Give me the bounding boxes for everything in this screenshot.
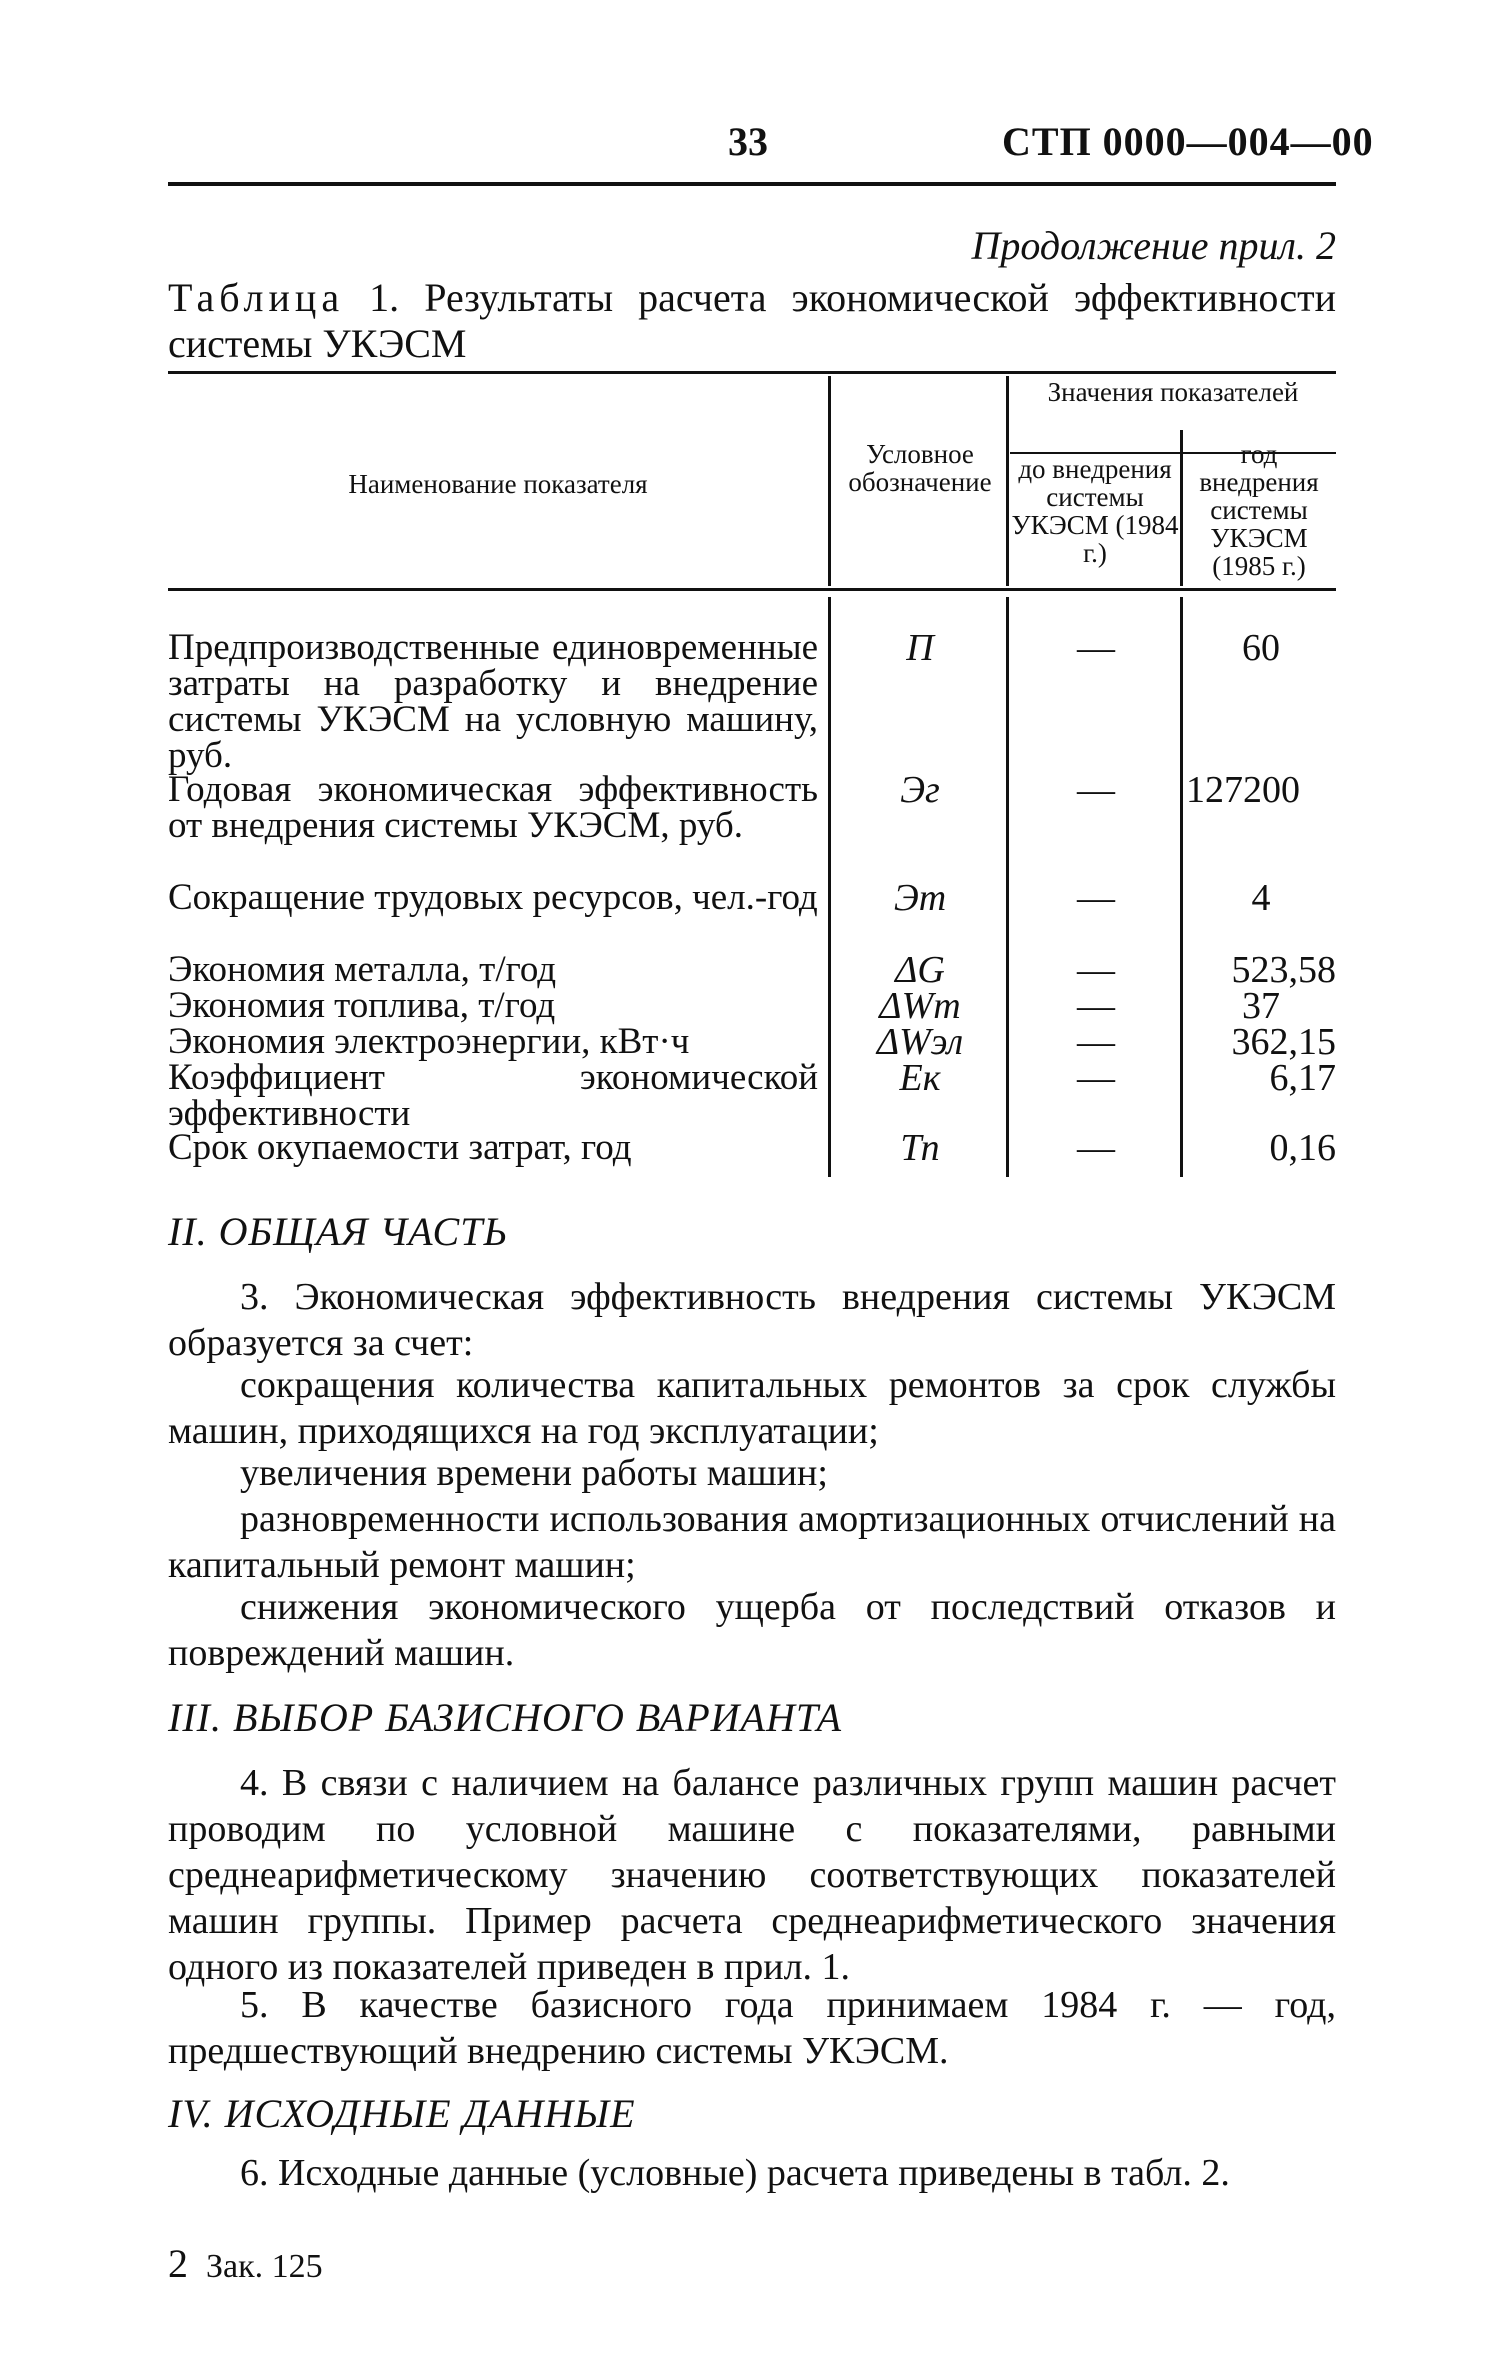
paragraph: 5. В качестве базисного года принимаем 1984 г. — год, предшествующий внедрению системы УКЭСМ.: [168, 1984, 1336, 2072]
row-name: Срок окупаемости затрат, год: [168, 1127, 632, 1168]
continuation-note: Продолжение прил. 2: [971, 223, 1336, 268]
row-before: —: [1077, 985, 1115, 1027]
table-caption-text: 1. Результаты расчета экономической эффективности системы УКЭСМ: [168, 275, 1336, 366]
row-year: 4: [1251, 877, 1271, 919]
paragraph: 3. Экономическая эффективность внедрения системы УКЭСМ образуется за счет:: [168, 1276, 1336, 1364]
row-before: —: [1077, 627, 1115, 669]
header-symbol: Условное обозначение: [848, 439, 992, 497]
paragraph: разновременности использования амортизационных отчислений на капитальный ремонт машин;: [168, 1498, 1336, 1586]
row-name: Предпроизводственные единовременные затраты на разработку и внедрение системы УКЭСМ на условную машину, руб.: [168, 627, 818, 776]
paragraph: 6. Исходные данные (условные) расчета приведены в табл. 2.: [240, 2152, 1230, 2194]
row-year: 0,16: [1269, 1127, 1336, 1169]
header-before: до внедрения системы УКЭСМ (1984 г.): [1011, 454, 1179, 568]
paragraph: сокращения количества капитальных ремонтов за срок службы машин, приходящихся на год эксплуатации;: [168, 1364, 1336, 1452]
table-top-rule: [168, 371, 1336, 374]
table-caption-label: Таблица: [168, 275, 345, 320]
table-divider: [1006, 597, 1009, 1177]
section-heading: II. ОБЩАЯ ЧАСТЬ: [168, 1209, 509, 1254]
row-name: Коэффициент экономической эффективности: [168, 1057, 818, 1134]
row-year: 6,17: [1269, 1057, 1336, 1099]
row-symbol: ΔWт: [879, 985, 961, 1027]
row-name: Экономия топлива, т/год: [168, 985, 556, 1026]
row-symbol: ΔWэл: [876, 1021, 964, 1063]
page-number: 33: [728, 119, 768, 164]
row-symbol: Тп: [900, 1127, 940, 1169]
row-year: 127200: [1186, 769, 1300, 811]
paragraph: увеличения времени работы машин;: [240, 1452, 828, 1494]
header-values-group: Значения показателей: [1047, 377, 1299, 407]
section-heading: III. ВЫБОР БАЗИСНОГО ВАРИАНТА: [168, 1695, 843, 1740]
row-year: 523,58: [1231, 949, 1336, 991]
section-heading: IV. ИСХОДНЫЕ ДАННЫЕ: [168, 2091, 636, 2136]
document-code: СТП 0000—004—00: [1002, 119, 1374, 164]
footer: [168, 2240, 323, 2287]
row-before: —: [1077, 1057, 1115, 1099]
table-divider: [828, 376, 831, 586]
row-year: 362,15: [1231, 1021, 1336, 1063]
row-symbol: Эт: [893, 877, 947, 919]
row-symbol: Ек: [899, 1057, 941, 1099]
paragraph: 4. В связи с наличием на балансе различных групп машин расчет проводим по условной машине с показателями, равными среднеарифметическому значению соответствующих показателей машин группы. Пример расчета среднеарифметического значения одного из показателей приведен в прил. 1.: [168, 1762, 1336, 1988]
row-name: Экономия металла, т/год: [168, 949, 557, 990]
header-year: год внедрения системы УКЭСМ (1985 г.): [1199, 439, 1319, 581]
row-name: Годовая экономическая эффективность от внедрения системы УКЭСМ, руб.: [168, 769, 818, 846]
table-caption: [168, 275, 1336, 367]
table-divider: [828, 597, 831, 1177]
footer-order: Зак. 125: [206, 2248, 323, 2285]
row-symbol: П: [906, 627, 934, 669]
row-before: —: [1077, 1127, 1115, 1169]
row-name: Сокращение трудовых ресурсов, чел.-год: [168, 877, 818, 918]
row-year: 60: [1242, 627, 1280, 669]
row-symbol: Эг: [900, 769, 940, 811]
paragraph: снижения экономического ущерба от последствий отказов и повреждений машин.: [168, 1586, 1336, 1674]
table-divider: [1006, 376, 1009, 586]
row-symbol: ΔG: [895, 949, 945, 991]
footer-sheet-number: 2: [168, 2241, 188, 2286]
header-rule: [168, 182, 1336, 186]
row-year: 37: [1242, 985, 1280, 1027]
table-header-rule: [168, 588, 1336, 591]
row-before: —: [1077, 1021, 1115, 1063]
row-name: Экономия электроэнергии, кВт·ч: [168, 1021, 690, 1062]
row-before: —: [1077, 769, 1115, 811]
row-before: —: [1077, 949, 1115, 991]
header-name: Наименование показателя: [348, 469, 648, 499]
row-before: —: [1077, 877, 1115, 919]
